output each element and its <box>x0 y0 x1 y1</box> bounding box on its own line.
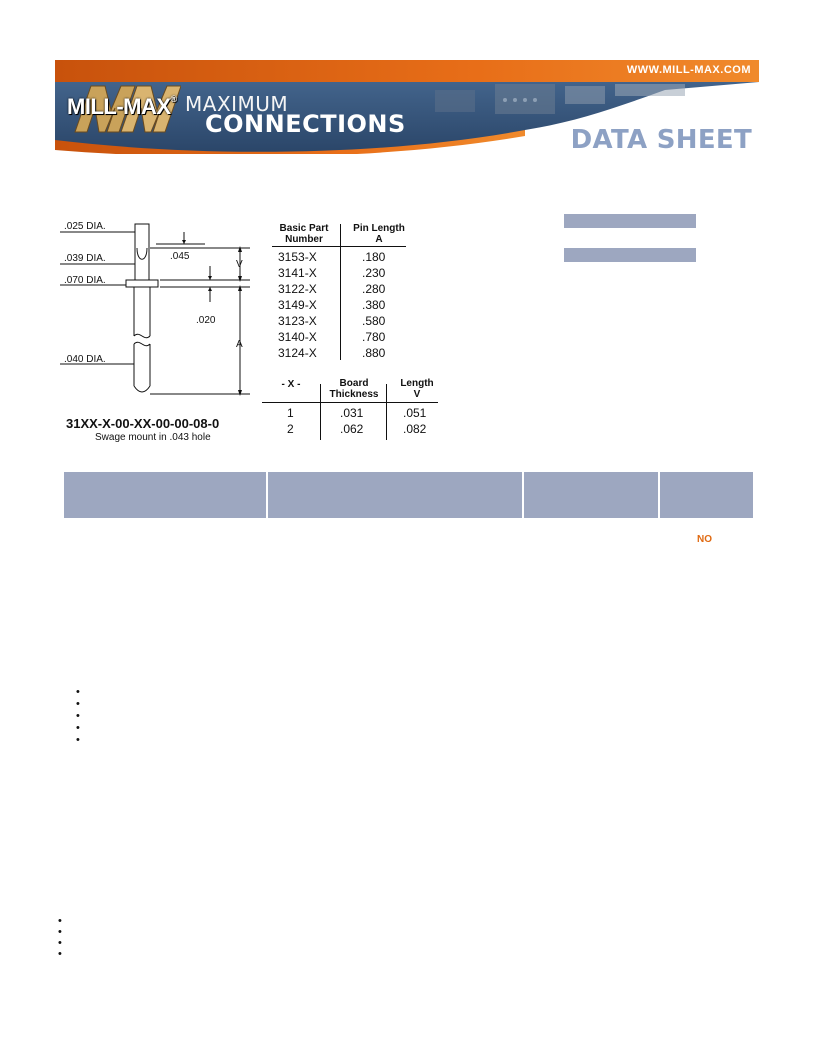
col-header-board: Board Thickness <box>329 378 379 400</box>
info-bar-1 <box>564 214 696 228</box>
list-item: • <box>76 698 80 710</box>
dim-025-dia: .025 DIA. <box>64 221 106 232</box>
spec-table-header <box>64 472 753 518</box>
website-link[interactable]: WWW.MILL-MAX.COM <box>626 64 751 76</box>
dim-070-dia: .070 DIA. <box>64 275 106 286</box>
col-header-length: Pin Length A <box>353 223 405 245</box>
info-bar-2 <box>564 248 696 262</box>
table-cell: 3123-X <box>278 314 317 328</box>
table-cell: 3124-X <box>278 346 317 360</box>
part-number-code: 31XX-X-00-XX-00-00-08-0 <box>66 416 220 431</box>
label-a: A <box>236 339 243 350</box>
table-rule <box>262 402 438 403</box>
table-cell: 3153-X <box>278 250 317 264</box>
column-separator <box>266 472 268 518</box>
list-item: • <box>76 722 80 734</box>
pin-drawing <box>60 218 260 418</box>
table-cell: .380 <box>362 298 386 312</box>
list-item: • <box>76 710 80 722</box>
col-header-x: - X - <box>281 379 301 390</box>
table-cell: .062 <box>340 422 364 436</box>
table-cell: .051 <box>403 406 427 420</box>
tagline-maximum: MAXIMUM <box>185 92 289 116</box>
table-cell: .230 <box>362 266 386 280</box>
col-header-part: Basic Part Number <box>279 223 329 245</box>
table-cell: .031 <box>340 406 364 420</box>
table-cell: 3122-X <box>278 282 317 296</box>
dim-045: .045 <box>170 251 190 262</box>
table-rule <box>272 246 406 247</box>
table-cell: .880 <box>362 346 386 360</box>
status-no: NO <box>697 534 712 545</box>
table-cell: 3149-X <box>278 298 317 312</box>
column-separator <box>522 472 524 518</box>
dim-040-dia: .040 DIA. <box>64 354 106 365</box>
tagline-connections: CONNECTIONS <box>205 110 406 138</box>
table-divider <box>340 224 341 360</box>
table-cell: 3140-X <box>278 330 317 344</box>
col-header-length-v: Length V <box>400 378 434 400</box>
table-cell: .280 <box>362 282 386 296</box>
table-cell: .780 <box>362 330 386 344</box>
dim-020: .020 <box>196 315 216 326</box>
table-cell: 3141-X <box>278 266 317 280</box>
list-item: • <box>58 948 62 960</box>
column-separator <box>658 472 660 518</box>
label-v: V <box>236 259 243 270</box>
mounting-note: Swage mount in .043 hole <box>95 432 211 443</box>
list-item: • <box>76 686 80 698</box>
list-item: • <box>58 926 62 938</box>
header-banner <box>55 60 759 154</box>
page-title: DATA SHEET <box>570 125 752 154</box>
table-divider <box>386 384 387 440</box>
list-item: • <box>76 734 80 746</box>
dim-039-dia: .039 DIA. <box>64 253 106 264</box>
table-divider <box>320 384 321 440</box>
table-cell: .082 <box>403 422 427 436</box>
list-item: • <box>58 937 62 949</box>
list-item: • <box>58 915 62 927</box>
table-cell: .580 <box>362 314 386 328</box>
table-cell: .180 <box>362 250 386 264</box>
table-cell: 1 <box>287 406 294 420</box>
brand-name: MILL-MAX® <box>67 94 177 119</box>
table-cell: 2 <box>287 422 294 436</box>
